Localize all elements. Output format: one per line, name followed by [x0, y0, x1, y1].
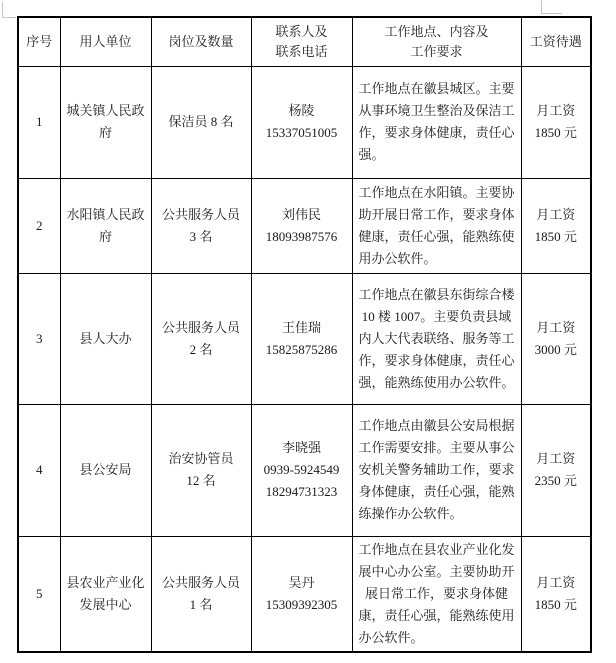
employer-cell: 城关镇人民政府 — [60, 66, 151, 178]
contact-line: 15825875286 — [265, 341, 338, 357]
table-row — [18, 536, 591, 652]
position-cell — [151, 273, 251, 404]
position-cell — [151, 536, 251, 652]
salary-line: 月工资 — [536, 206, 576, 222]
header-label: 工作地点、内容及 — [384, 23, 489, 39]
position-line: 公共服务人员 — [161, 206, 240, 222]
header-label: 岗位及数量 — [168, 33, 234, 49]
contact-line: 15309392305 — [265, 596, 338, 612]
job-description-cell: 工作地点在水阳镇。主要协助开展日常工作，要求身体健康，责任心强，能熟练使用办公软件。 — [352, 178, 521, 273]
column-header-salary — [521, 17, 591, 66]
position-line: 公共服务人员 — [161, 574, 240, 590]
header-label: 序号 — [26, 33, 53, 49]
serial-number-cell: 3 — [18, 273, 60, 404]
employer-cell: 县公安局 — [60, 404, 151, 536]
header-label: 联系电话 — [275, 43, 328, 59]
table-header-row — [18, 17, 591, 66]
header-label: 工资待遇 — [529, 33, 582, 49]
job-description-cell: 工作地点在徽县城区。主要从事环境卫生整治及保洁工作，要求身体健康，责任心强。 — [352, 66, 521, 178]
position-line: 治安协管员 — [168, 451, 234, 466]
contact-cell — [251, 178, 352, 273]
job-description-cell: 工作地点在县农业产业化发展中心办公室。主要协助开展日常工作，要求身体健康，责任心强，能熟练使用办公软件。 — [352, 536, 521, 652]
position-cell — [151, 178, 251, 273]
salary-cell — [521, 404, 591, 536]
salary-line: 1850 元 — [534, 125, 577, 140]
column-header-employer — [60, 17, 151, 66]
contact-cell — [251, 273, 352, 404]
employer-cell: 县农业产业化发展中心 — [60, 536, 151, 652]
salary-cell — [521, 536, 591, 652]
table-row — [18, 404, 591, 536]
employer-cell: 县人大办 — [60, 273, 151, 404]
contact-line: 刘伟民 — [281, 206, 321, 222]
header-label: 工作要求 — [410, 43, 463, 59]
header-label: 用人单位 — [79, 33, 132, 49]
position-line: 12 名 — [186, 473, 216, 488]
salary-line: 1850 元 — [534, 228, 577, 244]
position-line: 保洁员 8 名 — [168, 114, 234, 129]
contact-line: 0939-5924549 — [263, 462, 340, 477]
serial-number-cell: 2 — [18, 178, 60, 273]
salary-line: 月工资 — [536, 103, 576, 118]
table-row — [18, 273, 591, 404]
recruitment-table — [17, 16, 592, 653]
contact-cell — [251, 66, 352, 178]
contact-cell — [251, 536, 352, 652]
position-line: 3 名 — [189, 228, 213, 244]
serial-number-cell: 1 — [18, 66, 60, 178]
salary-line: 月工资 — [536, 574, 576, 590]
position-cell — [151, 66, 251, 178]
job-description-cell: 工作地点由徽县公安局根据工作需要安排。主要从事公安机关警务辅助工作，要求身体健康，责任心强，能熟练操作办公软件。 — [352, 404, 521, 536]
salary-line: 3000 元 — [534, 341, 577, 357]
employer-cell: 水阳镇人民政府 — [60, 178, 151, 273]
contact-line: 18294731323 — [265, 484, 338, 499]
serial-number-cell: 5 — [18, 536, 60, 652]
serial-number-cell: 4 — [18, 404, 60, 536]
salary-line: 2350 元 — [534, 473, 577, 488]
page-margin-mark-left — [2, 2, 16, 18]
position-line: 2 名 — [189, 341, 213, 357]
table-row — [18, 66, 591, 178]
position-cell — [151, 404, 251, 536]
salary-line: 月工资 — [536, 451, 576, 466]
page-margin-mark-right — [541, 0, 562, 14]
column-header-position — [151, 17, 251, 66]
salary-line: 1850 元 — [534, 596, 577, 612]
contact-line: 李晓强 — [281, 440, 321, 455]
column-header-requirements — [352, 17, 521, 66]
column-header-contact — [251, 17, 352, 66]
header-label: 联系人及 — [275, 23, 328, 39]
job-description-cell: 工作地点在徽县东街综合楼 10 楼 1007。主要负责县域内人大代表联络、服务等工作，要求身体健康，责任心强，能熟练使用办公软件。 — [352, 273, 521, 404]
position-line: 1 名 — [189, 596, 213, 612]
contact-line: 吴丹 — [288, 574, 315, 590]
salary-cell — [521, 66, 591, 178]
contact-line: 杨陵 — [288, 103, 315, 118]
position-line: 公共服务人员 — [161, 319, 240, 335]
salary-cell — [521, 178, 591, 273]
contact-line: 15337051005 — [265, 125, 338, 140]
salary-line: 月工资 — [536, 319, 576, 335]
column-header-no — [18, 17, 60, 66]
contact-cell — [251, 404, 352, 536]
contact-line: 王佳瑞 — [281, 319, 321, 335]
contact-line: 18093987576 — [265, 228, 338, 244]
table-row — [18, 178, 591, 273]
salary-cell — [521, 273, 591, 404]
